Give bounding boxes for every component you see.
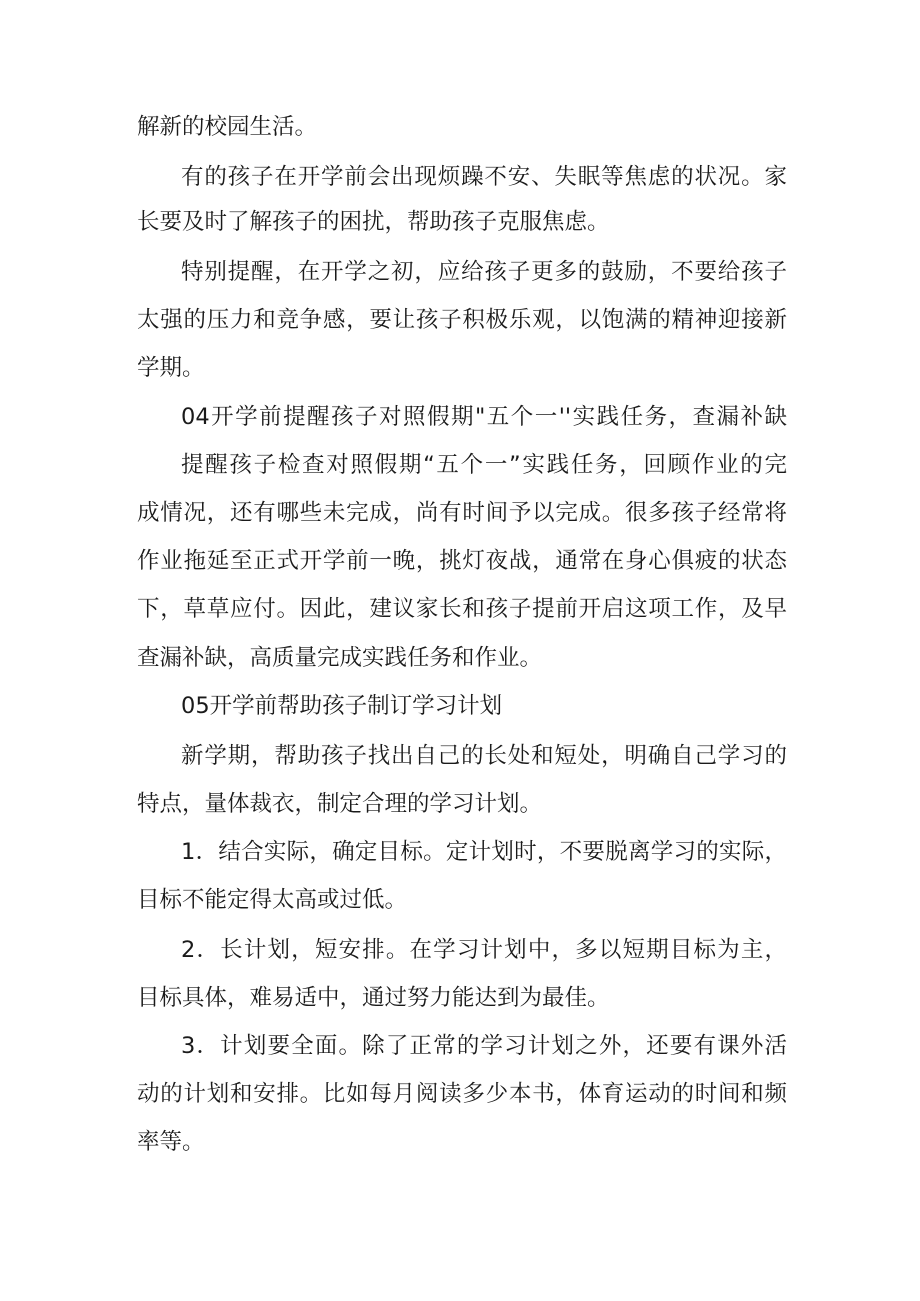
text-line: 特点，量体裁衣，制定合理的学习计划。 [137, 791, 543, 817]
text-line: 下，草草应付。因此，建议家长和孩子提前开启这项工作，及早 [137, 596, 787, 622]
text-line: 作业拖延至正式开学前一晚，挑灯夜战，通常在身心俱疲的状态 [137, 548, 787, 574]
text-line: 提醒孩子检查对照假期“五个一”实践任务，回顾作业的完 [181, 452, 787, 478]
text-line: 特别提醒，在开学之初，应给孩子更多的鼓励，不要给孩子 [181, 259, 787, 285]
section-heading: 04开学前提醒孩子对照假期"五个一''实践任务，查漏补缺 [181, 404, 787, 430]
text-line: 目标具体，难易适中，通过努力能达到为最佳。 [137, 985, 610, 1011]
text-line: 新学期，帮助孩子找出自己的长处和短处，明确自己学习的 [181, 743, 787, 769]
text-line: 查漏补缺，高质量完成实践任务和作业。 [137, 645, 543, 671]
list-item-2: 2．长计划，短安排。在学习计划中，多以短期目标为主， [181, 937, 787, 963]
section-heading: 05开学前帮助孩子制订学习计划 [181, 693, 503, 719]
text-line: 长要及时了解孩子的困扰，帮助孩子克服焦虑。 [137, 209, 610, 235]
text-line: 学期。 [137, 355, 205, 381]
list-item-1: 1．结合实际，确定目标。定计划时，不要脱离学习的实际， [181, 839, 787, 865]
text-line: 动的计划和安排。比如每月阅读多少本书，体育运动的时间和频 [137, 1081, 787, 1107]
text-line: 成情况，还有哪些未完成，尚有时间予以完成。很多孩子经常将 [137, 500, 787, 526]
text-line: 太强的压力和竞争感，要让孩子积极乐观，以饱满的精神迎接新 [137, 307, 787, 333]
text-line: 有的孩子在开学前会出现烦躁不安、失眠等焦虑的状况。家 [181, 164, 787, 190]
list-item-3: 3．计划要全面。除了正常的学习计划之外，还要有课外活 [181, 1033, 787, 1059]
text-line: 率等。 [137, 1129, 205, 1155]
text-line: 解新的校园生活。 [137, 114, 318, 140]
text-line: 目标不能定得太高或过低。 [137, 887, 408, 913]
